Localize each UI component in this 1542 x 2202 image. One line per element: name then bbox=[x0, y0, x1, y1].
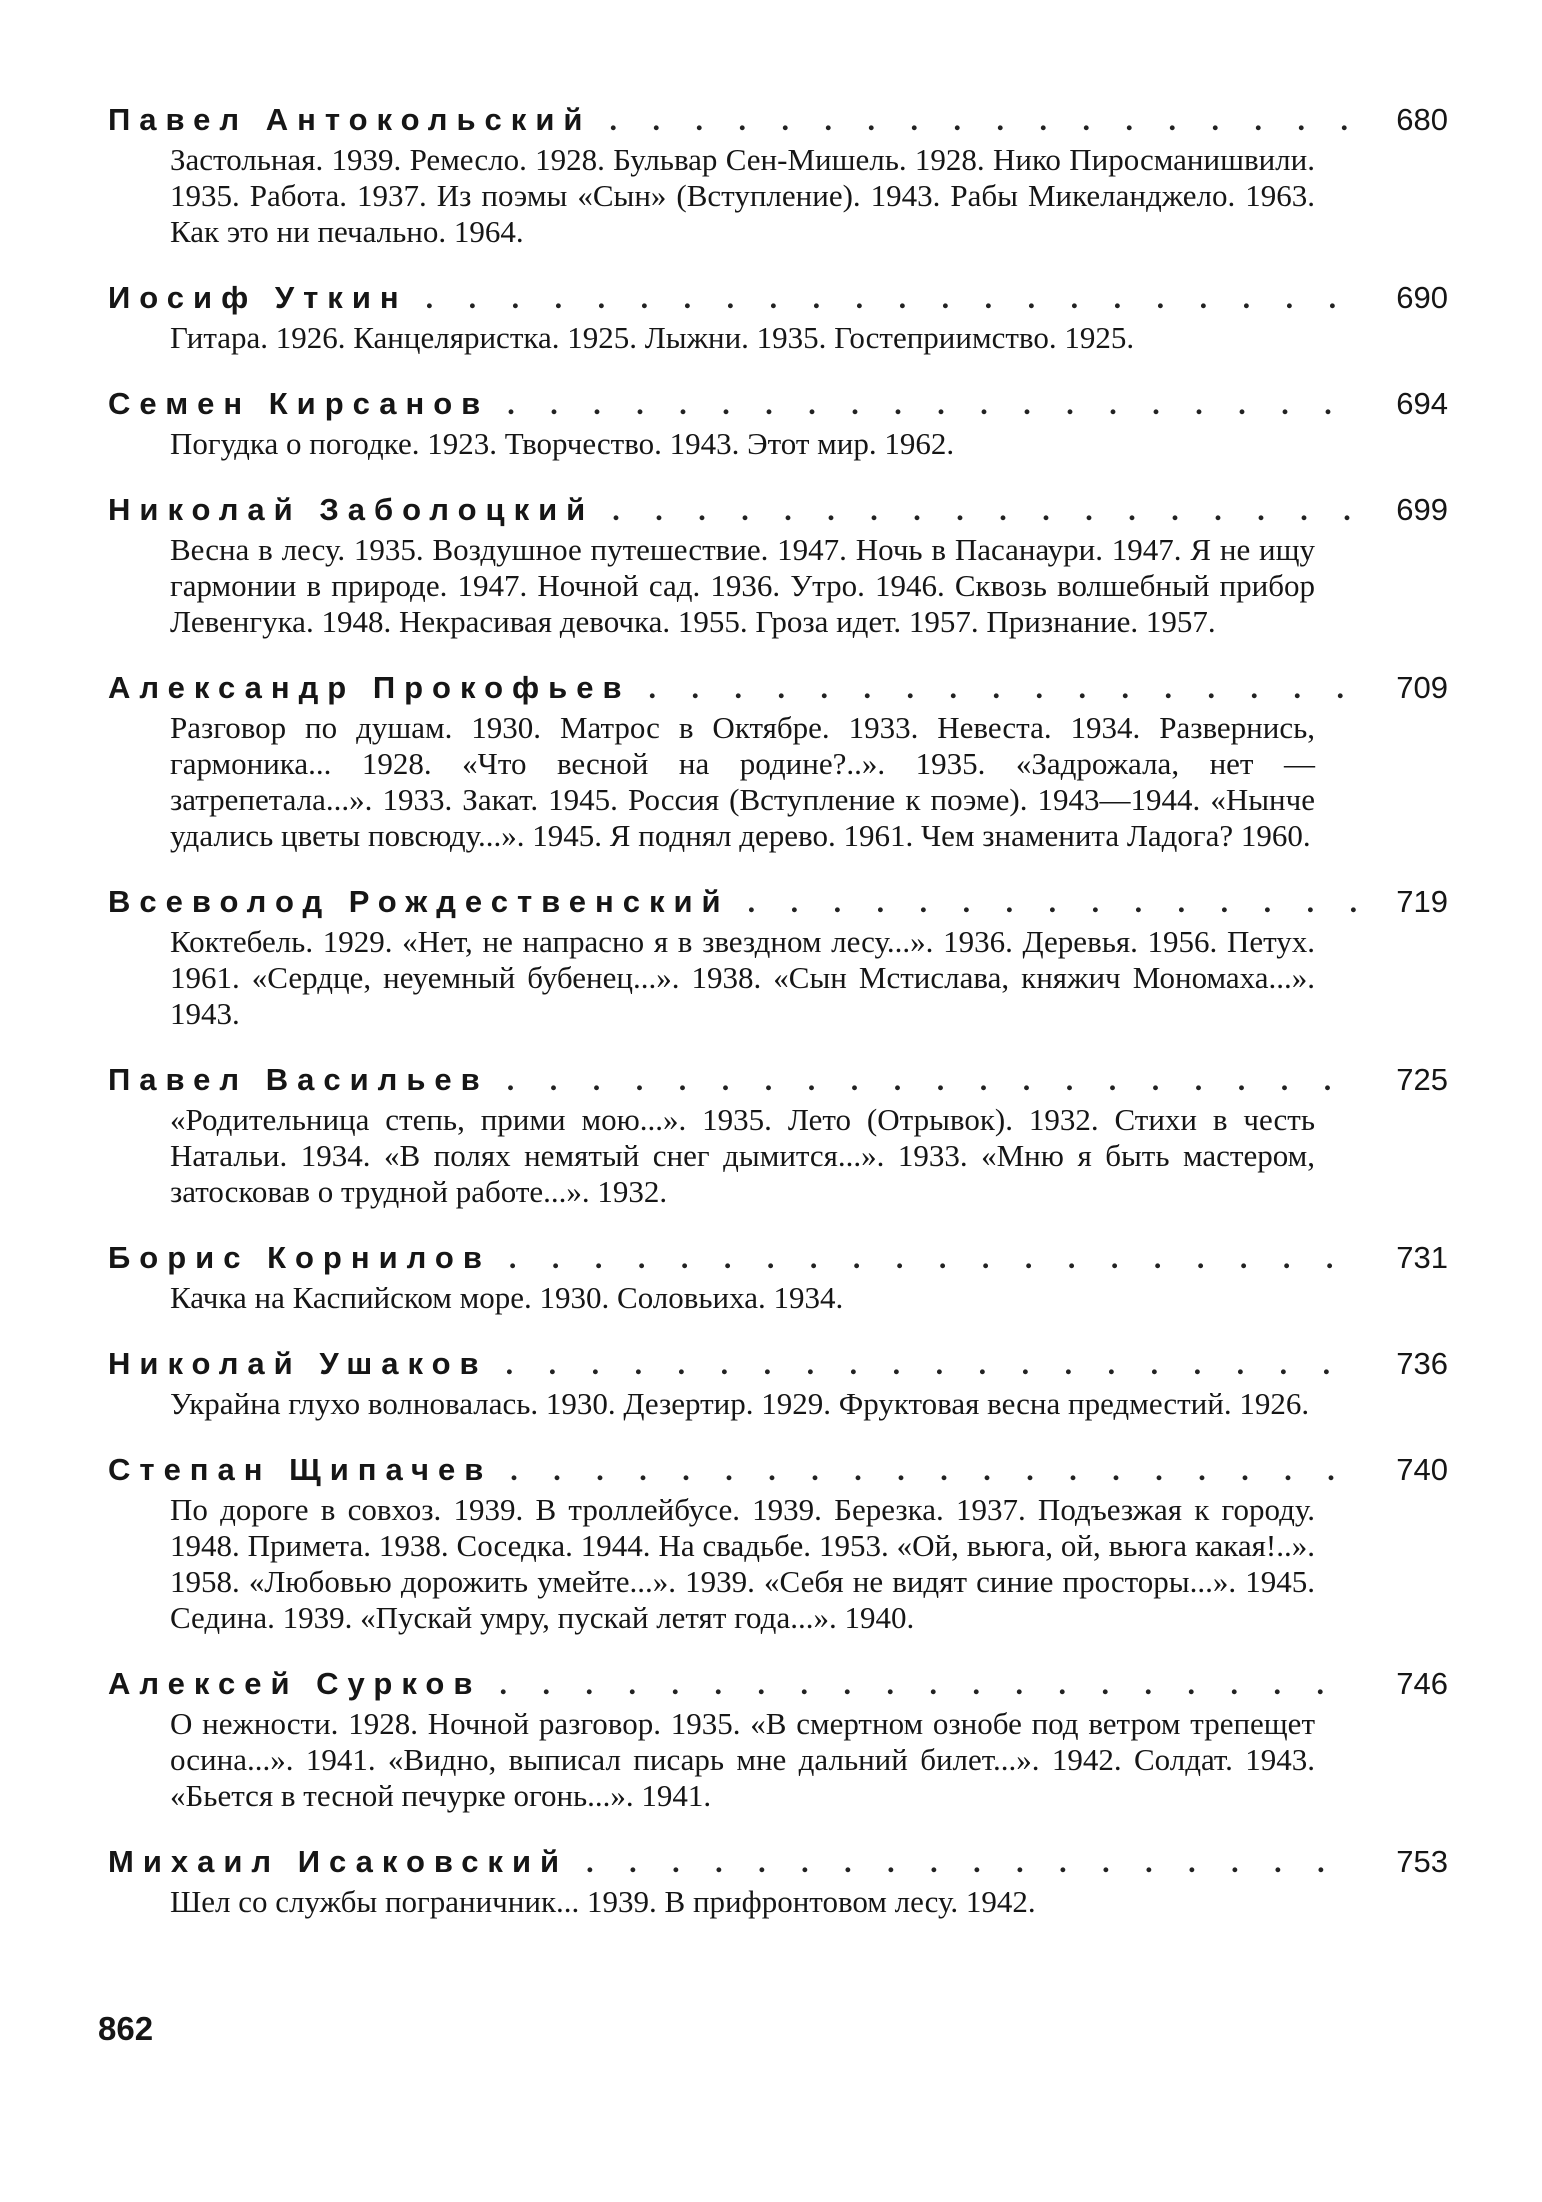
works-list: «Родительница степь, прими мою...». 1935. Лето (Отрывок). 1932. Стихи в честь Натальи. 1934. «В полях немятый снег дымится...». 1933. «Мню я быть мастером, затосковав о трудной работе...». 1932. bbox=[170, 1102, 1315, 1209]
author-name: Алексей Сурков bbox=[108, 1666, 482, 1701]
toc-entry bbox=[108, 1666, 1448, 1814]
dot-leader bbox=[499, 1668, 1356, 1702]
entry-heading bbox=[108, 102, 1448, 142]
page-number: 694 bbox=[1396, 386, 1448, 421]
toc-entry bbox=[108, 102, 1448, 250]
author-name: Павел Васильев bbox=[108, 1062, 489, 1097]
page-number: 709 bbox=[1396, 670, 1448, 705]
entry-heading bbox=[108, 386, 1448, 426]
entry-heading bbox=[108, 1844, 1448, 1884]
author-name: Семен Кирсанов bbox=[108, 386, 490, 421]
page-number: 725 bbox=[1396, 1062, 1448, 1097]
author-name: Павел Антокольский bbox=[108, 102, 592, 137]
toc-entry bbox=[108, 1844, 1448, 1920]
entry-heading bbox=[108, 1240, 1448, 1280]
toc-entry bbox=[108, 1346, 1448, 1422]
entry-heading bbox=[108, 670, 1448, 710]
dot-leader bbox=[507, 1064, 1356, 1098]
page-number: 736 bbox=[1396, 1346, 1448, 1381]
entry-heading bbox=[108, 884, 1448, 924]
page-number: 746 bbox=[1396, 1666, 1448, 1701]
toc-entry bbox=[108, 386, 1448, 462]
toc-entry bbox=[108, 492, 1448, 640]
author-name: Александр Прокофьев bbox=[108, 670, 631, 705]
dot-leader bbox=[510, 1454, 1356, 1488]
works-list: Разговор по душам. 1930. Матрос в Октябре. 1933. Невеста. 1934. Развернись, гармоника... 1928. «Что весной на родине?..». 1935. «Задрожала, нет — затрепетала...». 1933. Закат. 1945. Россия (Вступление к поэме). 1943—1944. «Нынче удались цветы повсюду...». 1945. Я поднял дерево. 1961. Чем знаменита Ладога? 1960. bbox=[170, 710, 1315, 853]
works-list: Украйна глухо волновалась. 1930. Дезертир. 1929. Фруктовая весна предместий. 1926. bbox=[170, 1386, 1310, 1421]
dot-leader bbox=[586, 1846, 1356, 1880]
works-list: Шел со службы пограничник... 1939. В прифронтовом лесу. 1942. bbox=[170, 1884, 1036, 1919]
entry-heading bbox=[108, 1062, 1448, 1102]
dot-leader bbox=[609, 104, 1356, 138]
works-list: По дороге в совхоз. 1939. В троллейбусе. 1939. Березка. 1937. Подъезжая к городу. 1948. Примета. 1938. Соседка. 1944. На свадьбе. 1953. «Ой, вьюга, ой, вьюга какая!..». 1958. «Любовью дорожить умейте...». 1939. «Себя не видят синие просторы...». 1945. Седина. 1939. «Пускай умру, пускай летят года...». 1940. bbox=[170, 1492, 1315, 1635]
author-name: Николай Заболоцкий bbox=[108, 492, 595, 527]
dot-leader bbox=[506, 1348, 1356, 1382]
dot-leader bbox=[509, 1242, 1356, 1276]
works-list: Погудка о погодке. 1923. Творчество. 1943. Этот мир. 1962. bbox=[170, 426, 955, 461]
folio-page-number: 862 bbox=[98, 2010, 154, 2047]
dot-leader bbox=[748, 886, 1356, 920]
table-of-contents bbox=[108, 102, 1448, 1950]
entry-heading bbox=[108, 492, 1448, 532]
page-number: 731 bbox=[1396, 1240, 1448, 1275]
entry-heading bbox=[108, 280, 1448, 320]
page-number: 699 bbox=[1396, 492, 1448, 527]
page-number: 690 bbox=[1396, 280, 1448, 315]
entry-heading bbox=[108, 1346, 1448, 1386]
toc-entry bbox=[108, 884, 1448, 1032]
toc-entry bbox=[108, 670, 1448, 854]
toc-entry bbox=[108, 1062, 1448, 1210]
works-list: Гитара. 1926. Канцеляристка. 1925. Лыжни. 1935. Гостеприимство. 1925. bbox=[170, 320, 1135, 355]
dot-leader bbox=[649, 672, 1356, 706]
works-list: Весна в лесу. 1935. Воздушное путешествие. 1947. Ночь в Пасанаури. 1947. Я не ищу гармонии в природе. 1947. Ночной сад. 1936. Утро. 1946. Сквозь волшебный прибор Левенгука. 1948. Некрасивая девочка. 1955. Гроза идет. 1957. Признание. 1957. bbox=[170, 532, 1315, 639]
author-name: Борис Корнилов bbox=[108, 1240, 491, 1275]
author-name: Степан Щипачев bbox=[108, 1452, 493, 1487]
toc-entry bbox=[108, 1452, 1448, 1636]
page-number: 680 bbox=[1396, 102, 1448, 137]
works-list: Качка на Каспийском море. 1930. Соловьиха. 1934. bbox=[170, 1280, 844, 1315]
works-list: Застольная. 1939. Ремесло. 1928. Бульвар Сен-Мишель. 1928. Нико Пиросманишвили. 1935. Работа. 1937. Из поэмы «Сын» (Вступление). 1943. Рабы Микеланджело. 1963. Как это ни печально. 1964. bbox=[170, 142, 1315, 249]
dot-leader bbox=[612, 494, 1356, 528]
dot-leader bbox=[426, 282, 1356, 316]
works-list: Коктебель. 1929. «Нет, не напрасно я в звездном лесу...». 1936. Деревья. 1956. Петух. 1961. «Сердце, неуемный бубенец...». 1938. «Сын Мстислава, княжич Мономаха...». 1943. bbox=[170, 924, 1315, 1031]
entry-heading bbox=[108, 1666, 1448, 1706]
entry-heading bbox=[108, 1452, 1448, 1492]
author-name: Всеволод Рождественский bbox=[108, 884, 730, 919]
author-name: Михаил Исаковский bbox=[108, 1844, 569, 1879]
page-number: 740 bbox=[1396, 1452, 1448, 1487]
dot-leader bbox=[507, 388, 1356, 422]
works-list: О нежности. 1928. Ночной разговор. 1935. «В смертном ознобе под ветром трепещет осина...». 1941. «Видно, выписал писарь мне дальний билет...». 1942. Солдат. 1943. «Бьется в тесной печурке огонь...». 1941. bbox=[170, 1706, 1315, 1813]
author-name: Николай Ушаков bbox=[108, 1346, 488, 1381]
page-number: 753 bbox=[1396, 1844, 1448, 1879]
toc-entry bbox=[108, 280, 1448, 356]
page-number: 719 bbox=[1396, 884, 1448, 919]
author-name: Иосиф Уткин bbox=[108, 280, 408, 315]
toc-entry bbox=[108, 1240, 1448, 1316]
